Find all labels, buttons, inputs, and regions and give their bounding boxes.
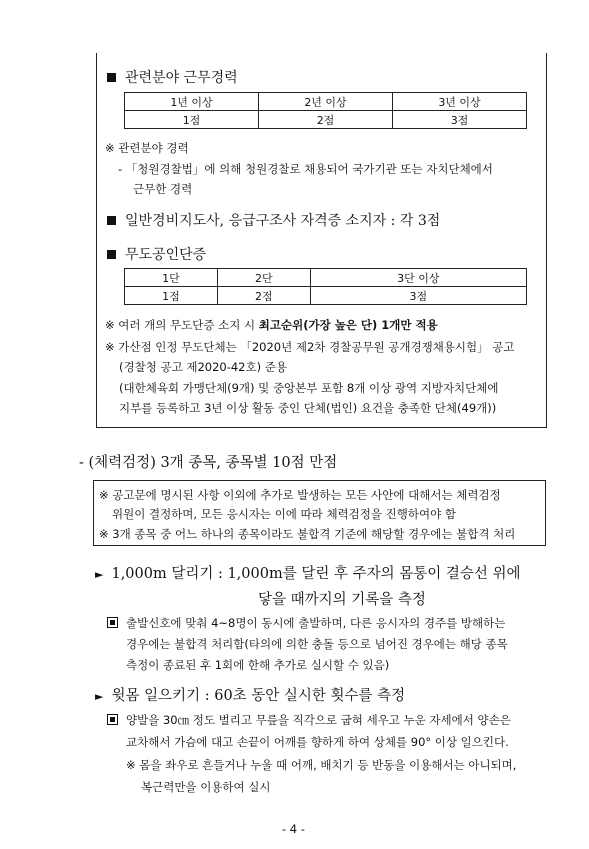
martial-header-3: 3단 이상 [310, 269, 526, 287]
run-desc-text: 출발신호에 맞춰 4~8명이 동시에 출발하며, 다른 응시자의 경주를 방해하는 [126, 616, 506, 630]
situp-desc-line2: 교차해서 가슴에 대고 손끝이 어깨를 향하게 하여 상체를 90° 이상 일으킨다. [126, 735, 509, 749]
career-table [124, 92, 527, 129]
career-value-2: 2점 [259, 111, 393, 129]
situp-note-line2: 복근력만을 이용하여 실시 [141, 780, 271, 794]
fitness-box-line1: ※ 공고문에 명시된 사항 이외에 추가로 발생하는 모든 사안에 대해서는 체력검정 [99, 488, 501, 502]
situp-note-line1: ※ 몸을 좌우로 흔들거나 누울 때 어깨, 배치기 등 반동을 이용해서는 아니되며, [126, 758, 517, 772]
situp-title-text: 윗몸 일으키기 : 60초 동안 실시한 횟수를 측정 [111, 688, 406, 704]
square-bullet-icon [107, 73, 116, 82]
run-title-line2: 닿을 때까지의 기록을 측정 [258, 592, 426, 608]
martial-note2-line4: 지부를 등록하고 3년 이상 활동 중인 단체(법인) 요건을 충족한 단체(49개)) [119, 401, 497, 415]
square-bullet-icon [107, 216, 116, 225]
run-desc-line3: 측정이 종료된 후 1회에 한해 추가로 실시할 수 있음) [126, 658, 390, 672]
career-header-3: 3년 이상 [393, 93, 527, 111]
martial-note2-line3: (대한체육회 가맹단체(9개) 및 중앙본부 포함 8개 이상 광역 지방자치단체에 [119, 381, 499, 395]
situp-title [95, 684, 405, 705]
martial-title-text: 무도공인단증 [125, 247, 207, 263]
run-title-line1 [95, 562, 520, 583]
fitness-box-line2: 위원이 결정하며, 모든 응시자는 이에 따라 체력검정을 진행하여야 함 [112, 507, 456, 521]
martial-value-1: 1점 [125, 287, 218, 305]
martial-note2-line2: (경찰청 공고 제2020-42호) 준용 [119, 360, 287, 374]
martial-value-2: 2점 [217, 287, 310, 305]
career-section-title [107, 67, 238, 87]
martial-header-1: 1단 [125, 269, 218, 287]
martial-header-2: 2단 [217, 269, 310, 287]
checkbox-bullet-icon [107, 714, 118, 725]
career-note-title: ※ 관련분야 경력 [105, 141, 189, 155]
license-title-text: 일반경비지도사, 응급구조사 자격증 소지자 : 각 3점 [125, 213, 441, 229]
career-value-1: 1점 [125, 111, 259, 129]
martial-value-3: 3점 [310, 287, 526, 305]
checkbox-bullet-icon [107, 617, 118, 628]
career-note-line2: 근무한 경력 [133, 182, 193, 196]
martial-note1-prefix: ※ 여러 개의 무도단증 소지 시 [105, 318, 259, 332]
fitness-heading: - (체력검정) 3개 종목, 종목별 10점 만점 [79, 455, 338, 471]
run-title-text: 1,000m 달리기 : 1,000m를 달린 후 주자의 몸통이 결승선 위에 [111, 566, 521, 582]
arrow-right-icon: ► [95, 690, 104, 703]
run-desc-line2: 경우에는 불합격 처리함(타의에 의한 충돌 등으로 넘어진 경우에는 해당 종목 [126, 637, 508, 651]
situp-desc-line1 [107, 712, 511, 728]
martial-note1 [105, 317, 438, 333]
career-note-line1: - 「청원경찰법」에 의해 청원경찰로 채용되어 국가기관 또는 자치단체에서 [118, 162, 493, 176]
career-header-2: 2년 이상 [259, 93, 393, 111]
arrow-right-icon: ► [95, 568, 104, 581]
page-number: - 4 - [282, 822, 305, 836]
martial-section-title [107, 244, 206, 264]
license-section-title [107, 210, 440, 230]
fitness-box-line3: ※ 3개 종목 중 어느 하나의 종목이라도 불합격 기준에 해당할 경우에는 불합격 처리 [99, 527, 516, 541]
martial-table [124, 268, 527, 305]
square-bullet-icon [107, 250, 116, 259]
martial-note1-bold: 최고순위(가장 높은 단) 1개만 적용 [258, 318, 438, 332]
career-header-1: 1년 이상 [125, 93, 259, 111]
run-desc-line1 [107, 615, 505, 631]
career-title-text: 관련분야 근무경력 [125, 70, 238, 86]
martial-note2-line1: ※ 가산점 인정 무도단체는 「2020년 제2차 경찰공무원 공개경쟁채용시험」 공고 [105, 340, 515, 354]
career-value-3: 3점 [393, 111, 527, 129]
situp-desc-text: 양발을 30㎝ 정도 벌리고 무릎을 직각으로 굽혀 세우고 누운 자세에서 양손은 [126, 713, 511, 727]
